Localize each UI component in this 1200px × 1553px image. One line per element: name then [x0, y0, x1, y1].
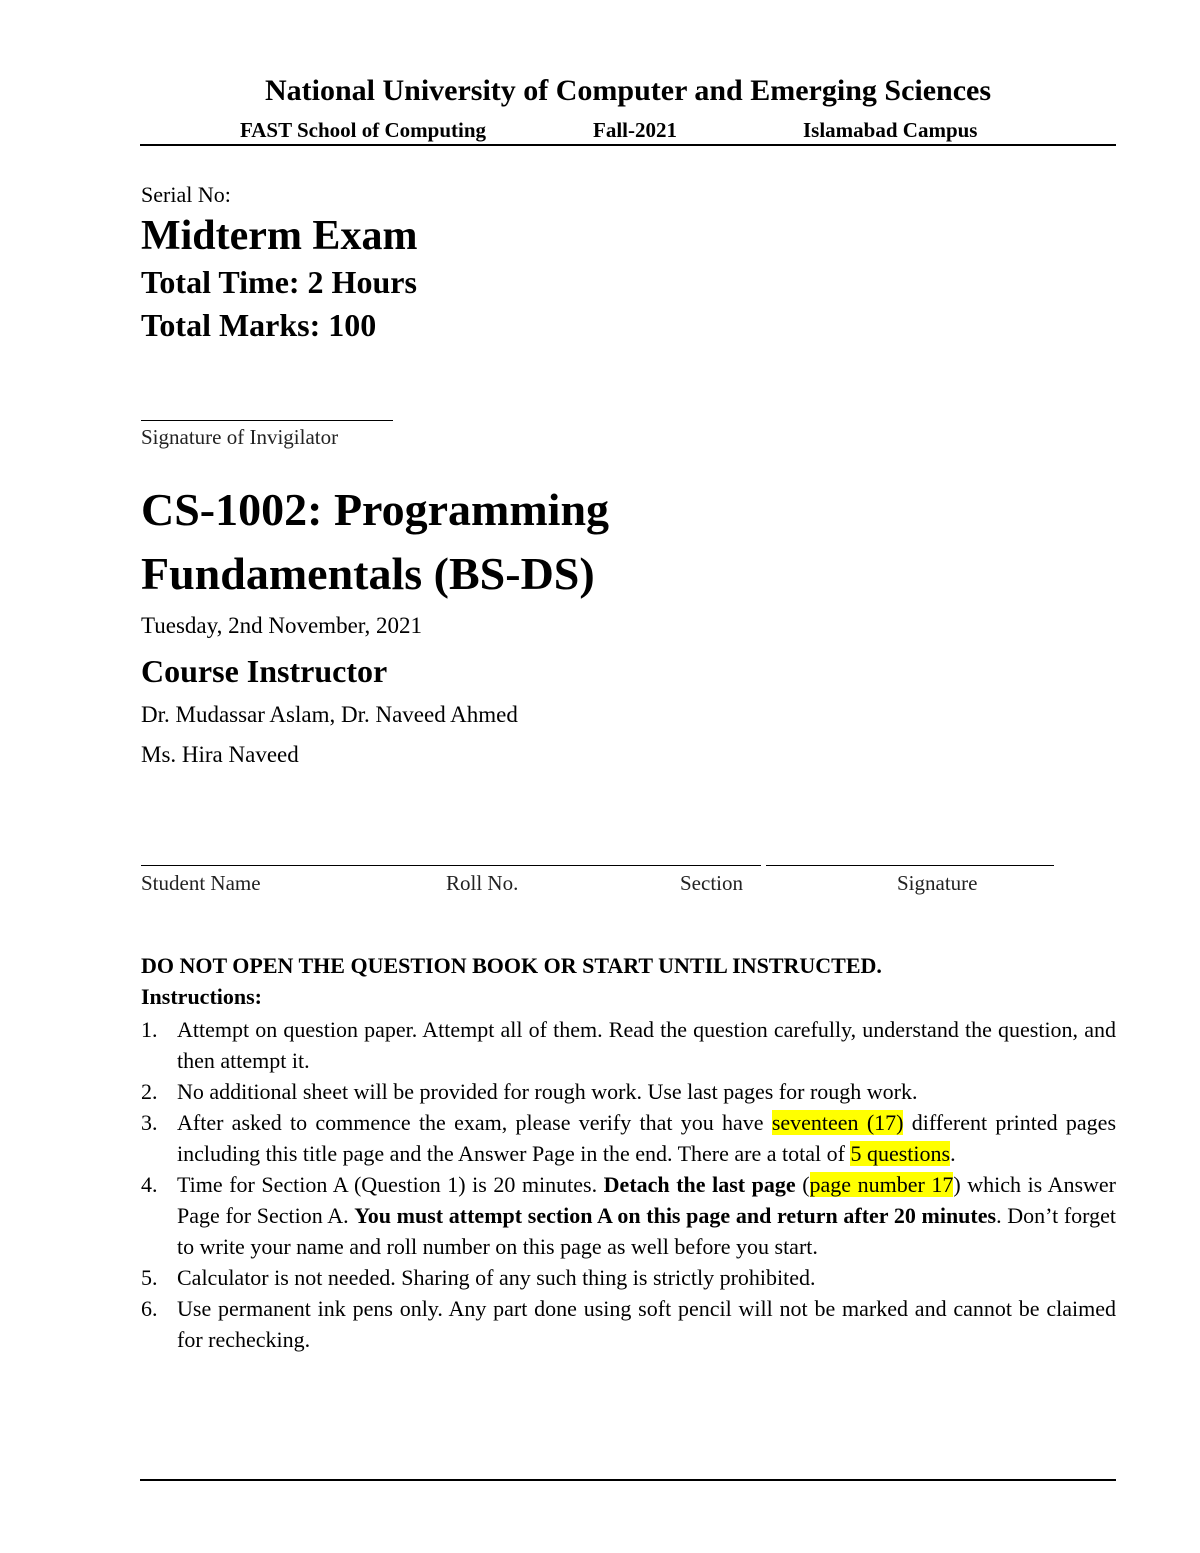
- instruction-number: 6.: [141, 1296, 158, 1321]
- instruction-text: Calculator is not needed. Sharing of any such thing is strictly prohibited.: [177, 1265, 816, 1290]
- bold-attempt-text: You must attempt section A on this page and return after 20 minutes: [354, 1203, 997, 1228]
- exam-date: Tuesday, 2nd November, 2021: [141, 613, 423, 638]
- invigilator-signature-line: [141, 420, 393, 421]
- course-title-line-2: Fundamentals (BS-DS): [141, 548, 595, 599]
- highlighted-question-count: 5 questions: [850, 1141, 951, 1166]
- instruction-item-4: [141, 1169, 1116, 1262]
- instruction-number: 2.: [141, 1079, 158, 1104]
- invigilator-signature-label: Signature of Invigilator: [141, 425, 339, 449]
- instruction-text-part: .: [950, 1141, 956, 1166]
- instruction-number: 1.: [141, 1017, 158, 1042]
- total-marks: Total Marks: 100: [141, 307, 377, 343]
- instruction-item-5: [141, 1262, 1116, 1293]
- highlighted-page-count: seventeen (17): [771, 1110, 904, 1135]
- instruction-item-1: [141, 1014, 1116, 1076]
- header-divider: [140, 144, 1116, 146]
- school-name: FAST School of Computing: [240, 118, 487, 142]
- university-name: National University of Computer and Emerging Sciences: [264, 74, 992, 107]
- instruction-text: No additional sheet will be provided for rough work. Use last pages for rough work.: [177, 1079, 918, 1104]
- instruction-text: Use permanent ink pens only. Any part done using soft pencil will not be marked and cannot be claimed for rechecking.: [177, 1296, 1116, 1352]
- course-title-line-1: CS-1002: Programming: [141, 484, 610, 535]
- footer-divider: [140, 1479, 1116, 1481]
- instructor-heading: Course Instructor: [141, 653, 388, 689]
- campus-label: Islamabad Campus: [803, 118, 978, 142]
- section-label: Section: [680, 871, 743, 895]
- student-name-label: Student Name: [141, 871, 261, 895]
- exam-title: Midterm Exam: [141, 213, 418, 259]
- student-info-line: [141, 865, 761, 866]
- serial-number-label: Serial No:: [141, 182, 231, 207]
- instruction-item-2: [141, 1076, 1116, 1107]
- instruction-text: Attempt on question paper. Attempt all of them. Read the question carefully, understand the question, and then attempt it.: [177, 1017, 1116, 1073]
- instruction-number: 5.: [141, 1265, 158, 1290]
- do-not-open-warning: DO NOT OPEN THE QUESTION BOOK OR START UNTIL INSTRUCTED.: [141, 953, 882, 978]
- roll-number-label: Roll No.: [446, 871, 519, 895]
- student-signature-line: [766, 865, 1054, 866]
- instructors-line-1: Dr. Mudassar Aslam, Dr. Naveed Ahmed: [141, 702, 518, 727]
- highlighted-page-number: page number 17: [809, 1172, 954, 1197]
- instruction-text-part: . Don’t forget to write your name and roll number on this page as well before you start.: [177, 1203, 1116, 1259]
- instruction-text-part: ) which is Answer Page for Section A.: [177, 1172, 1117, 1228]
- instructions-heading: Instructions:: [141, 984, 263, 1009]
- instruction-item-6: [141, 1293, 1116, 1355]
- instructors-line-2: Ms. Hira Naveed: [141, 742, 299, 767]
- instruction-text-part: different printed pages including this title page and the Answer Page in the end. There are a total of: [177, 1110, 1117, 1166]
- term-label: Fall-2021: [593, 118, 677, 142]
- total-time: Total Time: 2 Hours: [141, 264, 417, 300]
- instruction-item-3: [141, 1107, 1116, 1169]
- instruction-text-part: Time for Section A (Question 1) is 20 minutes.: [177, 1172, 604, 1197]
- instruction-text-part: After asked to commence the exam, please verify that you have: [177, 1110, 772, 1135]
- instructions-list: [141, 1014, 1116, 1355]
- instruction-text-part: (: [795, 1172, 810, 1197]
- bold-detach-text: Detach the last page: [603, 1172, 796, 1197]
- instruction-number: 3.: [141, 1110, 158, 1135]
- instruction-number: 4.: [141, 1172, 158, 1197]
- student-signature-label: Signature: [897, 871, 978, 895]
